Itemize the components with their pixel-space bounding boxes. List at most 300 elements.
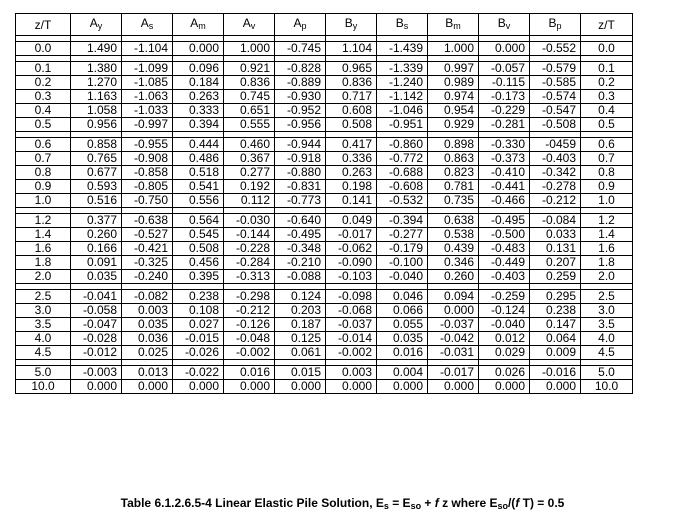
value-cell: -0.028 bbox=[71, 332, 122, 346]
table-row bbox=[16, 380, 633, 394]
value-cell: 0.000 bbox=[224, 380, 275, 394]
depth-cell: 1.0 bbox=[581, 194, 633, 208]
depth-cell: 1.8 bbox=[581, 256, 633, 270]
value-cell: 0.198 bbox=[326, 180, 377, 194]
column-header-sub: s bbox=[403, 21, 409, 31]
column-header bbox=[122, 14, 173, 36]
depth-cell: 0.3 bbox=[581, 90, 633, 104]
column-header-sub: p bbox=[301, 21, 307, 31]
depth-cell: 0.6 bbox=[581, 138, 633, 152]
value-cell: 0.000 bbox=[530, 380, 581, 394]
column-header bbox=[428, 14, 479, 36]
value-cell: 0.035 bbox=[71, 270, 122, 284]
value-cell: -0.952 bbox=[275, 104, 326, 118]
value-cell: -0.342 bbox=[530, 166, 581, 180]
value-cell: -0.951 bbox=[377, 118, 428, 132]
depth-cell: 0.3 bbox=[16, 90, 71, 104]
value-cell: 0.000 bbox=[326, 380, 377, 394]
value-cell: 0.921 bbox=[224, 62, 275, 76]
value-cell: -0.579 bbox=[530, 62, 581, 76]
value-cell: 0.954 bbox=[428, 104, 479, 118]
depth-cell: 2.0 bbox=[581, 270, 633, 284]
value-cell: 0.013 bbox=[122, 366, 173, 380]
table-body bbox=[16, 36, 633, 394]
caption-f1: f bbox=[434, 496, 439, 510]
value-cell: -0.042 bbox=[428, 332, 479, 346]
value-cell: -0.298 bbox=[224, 290, 275, 304]
value-cell: 0.096 bbox=[173, 62, 224, 76]
value-cell: 0.545 bbox=[173, 228, 224, 242]
value-cell: 0.508 bbox=[326, 118, 377, 132]
value-cell: 0.029 bbox=[479, 346, 530, 360]
column-header bbox=[16, 14, 71, 36]
value-cell: 0.000 bbox=[428, 304, 479, 318]
value-cell: -1.240 bbox=[377, 76, 428, 90]
value-cell: 0.066 bbox=[377, 304, 428, 318]
value-cell: -0.014 bbox=[326, 332, 377, 346]
column-header-sub: v bbox=[505, 21, 511, 31]
value-cell: 0.556 bbox=[173, 194, 224, 208]
value-cell: -0.410 bbox=[479, 166, 530, 180]
column-header-main: B bbox=[395, 16, 404, 30]
column-header-main: B bbox=[548, 16, 557, 30]
depth-cell: 1.6 bbox=[16, 242, 71, 256]
value-cell: -0.403 bbox=[530, 152, 581, 166]
value-cell: -0.210 bbox=[275, 256, 326, 270]
value-cell: -0.100 bbox=[377, 256, 428, 270]
depth-cell: 10.0 bbox=[16, 380, 71, 394]
caption-part3: + bbox=[421, 496, 435, 510]
value-cell: -0.508 bbox=[530, 118, 581, 132]
value-cell: 0.516 bbox=[71, 194, 122, 208]
value-cell: 0.460 bbox=[224, 138, 275, 152]
caption-part6: T) = 0.5 bbox=[519, 496, 565, 510]
table-row bbox=[16, 228, 633, 242]
value-cell: -1.085 bbox=[122, 76, 173, 90]
value-cell: 0.025 bbox=[122, 346, 173, 360]
depth-cell: 0.9 bbox=[581, 180, 633, 194]
value-cell: -0.040 bbox=[377, 270, 428, 284]
value-cell: 0.277 bbox=[224, 166, 275, 180]
value-cell: 1.000 bbox=[428, 42, 479, 56]
value-cell: 0.765 bbox=[71, 152, 122, 166]
depth-cell: 0.5 bbox=[16, 118, 71, 132]
value-cell: 0.260 bbox=[71, 228, 122, 242]
value-cell: -0.084 bbox=[530, 214, 581, 228]
value-cell: 0.898 bbox=[428, 138, 479, 152]
column-header bbox=[581, 14, 633, 36]
column-header-main: z/T bbox=[598, 17, 615, 32]
depth-cell: 4.5 bbox=[16, 346, 71, 360]
value-cell: 0.000 bbox=[122, 380, 173, 394]
value-cell: 0.094 bbox=[428, 290, 479, 304]
table-row bbox=[16, 166, 633, 180]
value-cell: -0.449 bbox=[479, 256, 530, 270]
value-cell: -0.048 bbox=[224, 332, 275, 346]
value-cell: 0.677 bbox=[71, 166, 122, 180]
value-cell: -1.339 bbox=[377, 62, 428, 76]
value-cell: -0.441 bbox=[479, 180, 530, 194]
depth-cell: 4.0 bbox=[581, 332, 633, 346]
value-cell: -0.017 bbox=[326, 228, 377, 242]
value-cell: 0.203 bbox=[275, 304, 326, 318]
value-cell: -0.144 bbox=[224, 228, 275, 242]
column-header-sub: y bbox=[352, 21, 358, 31]
depth-cell: 0.0 bbox=[16, 42, 71, 56]
value-cell: -0.466 bbox=[479, 194, 530, 208]
value-cell: -0.058 bbox=[71, 304, 122, 318]
value-cell: -0.179 bbox=[377, 242, 428, 256]
value-cell: 0.000 bbox=[479, 380, 530, 394]
value-cell: -0.173 bbox=[479, 90, 530, 104]
column-header bbox=[479, 14, 530, 36]
value-cell: 0.049 bbox=[326, 214, 377, 228]
value-cell: 0.124 bbox=[275, 290, 326, 304]
value-cell: 0.131 bbox=[530, 242, 581, 256]
table-row bbox=[16, 118, 633, 132]
column-header-sub: y bbox=[97, 21, 103, 31]
value-cell: 0.036 bbox=[122, 332, 173, 346]
value-cell: -0.062 bbox=[326, 242, 377, 256]
column-header-main: B bbox=[344, 16, 353, 30]
value-cell: -0.017 bbox=[428, 366, 479, 380]
table-row bbox=[16, 290, 633, 304]
column-header-sub: m bbox=[198, 21, 206, 31]
value-cell: 0.346 bbox=[428, 256, 479, 270]
value-cell: 0.238 bbox=[530, 304, 581, 318]
depth-cell: 0.4 bbox=[581, 104, 633, 118]
value-cell: -0.212 bbox=[224, 304, 275, 318]
value-cell: 0.863 bbox=[428, 152, 479, 166]
value-cell: 0.026 bbox=[479, 366, 530, 380]
value-cell: -0.421 bbox=[122, 242, 173, 256]
column-header bbox=[530, 14, 581, 36]
table-row bbox=[16, 270, 633, 284]
value-cell: -0.930 bbox=[275, 90, 326, 104]
value-cell: -0.037 bbox=[428, 318, 479, 332]
value-cell: -1.046 bbox=[377, 104, 428, 118]
depth-cell: 1.4 bbox=[581, 228, 633, 242]
value-cell: -0.955 bbox=[122, 138, 173, 152]
value-cell: 0.000 bbox=[428, 380, 479, 394]
table-caption bbox=[0, 496, 685, 511]
value-cell: -0.115 bbox=[479, 76, 530, 90]
column-header bbox=[377, 14, 428, 36]
value-cell: 0.027 bbox=[173, 318, 224, 332]
value-cell: 1.000 bbox=[224, 42, 275, 56]
depth-cell: 1.8 bbox=[16, 256, 71, 270]
value-cell: -0.325 bbox=[122, 256, 173, 270]
value-cell: 0.055 bbox=[377, 318, 428, 332]
depth-cell: 5.0 bbox=[581, 366, 633, 380]
value-cell: 0.012 bbox=[479, 332, 530, 346]
value-cell: -0.997 bbox=[122, 118, 173, 132]
value-cell: 0.091 bbox=[71, 256, 122, 270]
caption-sub3: so bbox=[497, 501, 508, 511]
value-cell: 0.125 bbox=[275, 332, 326, 346]
value-cell: -0.057 bbox=[479, 62, 530, 76]
value-cell: 0.009 bbox=[530, 346, 581, 360]
value-cell: -0.330 bbox=[479, 138, 530, 152]
depth-cell: 5.0 bbox=[16, 366, 71, 380]
value-cell: -0.003 bbox=[71, 366, 122, 380]
depth-cell: 1.0 bbox=[16, 194, 71, 208]
caption-part2: = E bbox=[388, 496, 411, 510]
depth-cell: 0.2 bbox=[16, 76, 71, 90]
depth-cell: 2.0 bbox=[16, 270, 71, 284]
value-cell: 0.456 bbox=[173, 256, 224, 270]
value-cell: -0.098 bbox=[326, 290, 377, 304]
value-cell: 0.417 bbox=[326, 138, 377, 152]
value-cell: -0.229 bbox=[479, 104, 530, 118]
value-cell: -0.831 bbox=[275, 180, 326, 194]
value-cell: 0.015 bbox=[275, 366, 326, 380]
value-cell: -0.527 bbox=[122, 228, 173, 242]
value-cell: -0.030 bbox=[224, 214, 275, 228]
value-cell: -0.031 bbox=[428, 346, 479, 360]
caption-part4: z where E bbox=[438, 496, 498, 510]
table-row bbox=[16, 304, 633, 318]
value-cell: 0.184 bbox=[173, 76, 224, 90]
table-row bbox=[16, 214, 633, 228]
value-cell: 0.000 bbox=[377, 380, 428, 394]
table-row bbox=[16, 138, 633, 152]
value-cell: -0.126 bbox=[224, 318, 275, 332]
column-header-main: A bbox=[293, 16, 302, 30]
depth-cell: 3.5 bbox=[581, 318, 633, 332]
column-header bbox=[71, 14, 122, 36]
value-cell: -0.026 bbox=[173, 346, 224, 360]
value-cell: 0.003 bbox=[122, 304, 173, 318]
value-cell: 0.717 bbox=[326, 90, 377, 104]
value-cell: -0.944 bbox=[275, 138, 326, 152]
value-cell: -0.022 bbox=[173, 366, 224, 380]
depth-cell: 3.0 bbox=[581, 304, 633, 318]
value-cell: -0.228 bbox=[224, 242, 275, 256]
value-cell: -0.348 bbox=[275, 242, 326, 256]
depth-cell: 1.2 bbox=[581, 214, 633, 228]
value-cell: -0.373 bbox=[479, 152, 530, 166]
table-row bbox=[16, 90, 633, 104]
value-cell: -0.908 bbox=[122, 152, 173, 166]
value-cell: 1.490 bbox=[71, 42, 122, 56]
value-cell: -0.860 bbox=[377, 138, 428, 152]
value-cell: 0.367 bbox=[224, 152, 275, 166]
value-cell: 0.207 bbox=[530, 256, 581, 270]
value-cell: -0.047 bbox=[71, 318, 122, 332]
value-cell: -0.240 bbox=[122, 270, 173, 284]
value-cell: -0.918 bbox=[275, 152, 326, 166]
caption-sub1: s bbox=[383, 501, 389, 511]
value-cell: 0.735 bbox=[428, 194, 479, 208]
value-cell: 0.259 bbox=[530, 270, 581, 284]
value-cell: -0459 bbox=[530, 138, 581, 152]
value-cell: 0.061 bbox=[275, 346, 326, 360]
table-row bbox=[16, 62, 633, 76]
depth-cell: 3.5 bbox=[16, 318, 71, 332]
value-cell: -0.500 bbox=[479, 228, 530, 242]
value-cell: -1.033 bbox=[122, 104, 173, 118]
caption-sub2: so bbox=[410, 501, 422, 511]
value-cell: -0.547 bbox=[530, 104, 581, 118]
value-cell: 0.564 bbox=[173, 214, 224, 228]
value-cell: 0.394 bbox=[173, 118, 224, 132]
depth-cell: 10.0 bbox=[581, 380, 633, 394]
value-cell: 0.263 bbox=[173, 90, 224, 104]
value-cell: 0.000 bbox=[71, 380, 122, 394]
value-cell: -0.284 bbox=[224, 256, 275, 270]
value-cell: 0.929 bbox=[428, 118, 479, 132]
value-cell: 0.395 bbox=[173, 270, 224, 284]
table-row bbox=[16, 76, 633, 90]
value-cell: -0.532 bbox=[377, 194, 428, 208]
value-cell: 0.439 bbox=[428, 242, 479, 256]
value-cell: -0.088 bbox=[275, 270, 326, 284]
table-row bbox=[16, 152, 633, 166]
value-cell: -0.016 bbox=[530, 366, 581, 380]
value-cell: 0.046 bbox=[377, 290, 428, 304]
value-cell: 1.104 bbox=[326, 42, 377, 56]
column-header-main: B bbox=[445, 16, 454, 30]
value-cell: 1.380 bbox=[71, 62, 122, 76]
depth-cell: 1.4 bbox=[16, 228, 71, 242]
table-row bbox=[16, 318, 633, 332]
value-cell: 0.593 bbox=[71, 180, 122, 194]
value-cell: 1.163 bbox=[71, 90, 122, 104]
value-cell: 0.192 bbox=[224, 180, 275, 194]
value-cell: 0.000 bbox=[173, 380, 224, 394]
value-cell: 0.836 bbox=[224, 76, 275, 90]
value-cell: 0.997 bbox=[428, 62, 479, 76]
value-cell: -0.124 bbox=[479, 304, 530, 318]
value-cell: 0.745 bbox=[224, 90, 275, 104]
value-cell: -0.212 bbox=[530, 194, 581, 208]
value-cell: 0.541 bbox=[173, 180, 224, 194]
value-cell: -0.037 bbox=[326, 318, 377, 332]
value-cell: -0.552 bbox=[530, 42, 581, 56]
value-cell: 0.033 bbox=[530, 228, 581, 242]
column-header-main: A bbox=[190, 16, 199, 30]
coefficient-table bbox=[15, 13, 633, 394]
column-header-main: A bbox=[140, 16, 149, 30]
value-cell: 0.238 bbox=[173, 290, 224, 304]
value-cell: -0.495 bbox=[275, 228, 326, 242]
value-cell: -0.585 bbox=[530, 76, 581, 90]
value-cell: -0.012 bbox=[71, 346, 122, 360]
value-cell: -0.889 bbox=[275, 76, 326, 90]
value-cell: 0.000 bbox=[173, 42, 224, 56]
value-cell: -0.002 bbox=[326, 346, 377, 360]
value-cell: 0.956 bbox=[71, 118, 122, 132]
table-header bbox=[16, 14, 633, 36]
value-cell: 1.058 bbox=[71, 104, 122, 118]
depth-cell: 0.6 bbox=[16, 138, 71, 152]
value-cell: -1.104 bbox=[122, 42, 173, 56]
value-cell: -1.099 bbox=[122, 62, 173, 76]
depth-cell: 0.5 bbox=[581, 118, 633, 132]
value-cell: 0.858 bbox=[71, 138, 122, 152]
value-cell: -0.015 bbox=[173, 332, 224, 346]
depth-cell: 2.5 bbox=[581, 290, 633, 304]
value-cell: 0.508 bbox=[173, 242, 224, 256]
value-cell: -0.608 bbox=[377, 180, 428, 194]
value-cell: 0.823 bbox=[428, 166, 479, 180]
depth-cell: 2.5 bbox=[16, 290, 71, 304]
value-cell: -0.002 bbox=[224, 346, 275, 360]
value-cell: -0.956 bbox=[275, 118, 326, 132]
value-cell: 0.608 bbox=[326, 104, 377, 118]
value-cell: -0.640 bbox=[275, 214, 326, 228]
depth-cell: 4.0 bbox=[16, 332, 71, 346]
column-header bbox=[326, 14, 377, 36]
depth-cell: 0.8 bbox=[581, 166, 633, 180]
value-cell: -1.439 bbox=[377, 42, 428, 56]
value-cell: -0.313 bbox=[224, 270, 275, 284]
value-cell: -0.403 bbox=[479, 270, 530, 284]
value-cell: 0.000 bbox=[479, 42, 530, 56]
column-header-main: A bbox=[89, 16, 98, 30]
value-cell: 0.974 bbox=[428, 90, 479, 104]
value-cell: -0.805 bbox=[122, 180, 173, 194]
value-cell: -0.281 bbox=[479, 118, 530, 132]
value-cell: 0.989 bbox=[428, 76, 479, 90]
value-cell: -0.090 bbox=[326, 256, 377, 270]
table-row bbox=[16, 332, 633, 346]
column-header-sub: v bbox=[250, 21, 256, 31]
depth-cell: 0.8 bbox=[16, 166, 71, 180]
depth-cell: 3.0 bbox=[16, 304, 71, 318]
value-cell: -0.772 bbox=[377, 152, 428, 166]
value-cell: 0.638 bbox=[428, 214, 479, 228]
value-cell: -0.041 bbox=[71, 290, 122, 304]
value-cell: 1.270 bbox=[71, 76, 122, 90]
value-cell: -0.394 bbox=[377, 214, 428, 228]
value-cell: 0.295 bbox=[530, 290, 581, 304]
value-cell: -0.068 bbox=[326, 304, 377, 318]
depth-cell: 0.0 bbox=[581, 42, 633, 56]
value-cell: 0.965 bbox=[326, 62, 377, 76]
caption-part1: Table 6.1.2.6.5-4 Linear Elastic Pile Solution, E bbox=[120, 496, 384, 510]
table-row bbox=[16, 346, 633, 360]
column-header bbox=[173, 14, 224, 36]
value-cell: -0.638 bbox=[122, 214, 173, 228]
depth-cell: 1.6 bbox=[581, 242, 633, 256]
table-row bbox=[16, 194, 633, 208]
value-cell: 0.836 bbox=[326, 76, 377, 90]
value-cell: 0.333 bbox=[173, 104, 224, 118]
depth-cell: 0.7 bbox=[16, 152, 71, 166]
column-header-sub: m bbox=[453, 21, 461, 31]
value-cell: 0.016 bbox=[224, 366, 275, 380]
value-cell: 0.108 bbox=[173, 304, 224, 318]
value-cell: 0.112 bbox=[224, 194, 275, 208]
value-cell: 0.336 bbox=[326, 152, 377, 166]
value-cell: -0.773 bbox=[275, 194, 326, 208]
value-cell: 0.555 bbox=[224, 118, 275, 132]
value-cell: 0.444 bbox=[173, 138, 224, 152]
column-header-sub: s bbox=[148, 21, 154, 31]
value-cell: -0.082 bbox=[122, 290, 173, 304]
value-cell: -0.880 bbox=[275, 166, 326, 180]
value-cell: 0.035 bbox=[377, 332, 428, 346]
value-cell: -0.688 bbox=[377, 166, 428, 180]
value-cell: 0.141 bbox=[326, 194, 377, 208]
value-cell: 0.538 bbox=[428, 228, 479, 242]
value-cell: 0.260 bbox=[428, 270, 479, 284]
column-header-main: z/T bbox=[34, 17, 52, 32]
value-cell: -0.259 bbox=[479, 290, 530, 304]
table-row bbox=[16, 256, 633, 270]
